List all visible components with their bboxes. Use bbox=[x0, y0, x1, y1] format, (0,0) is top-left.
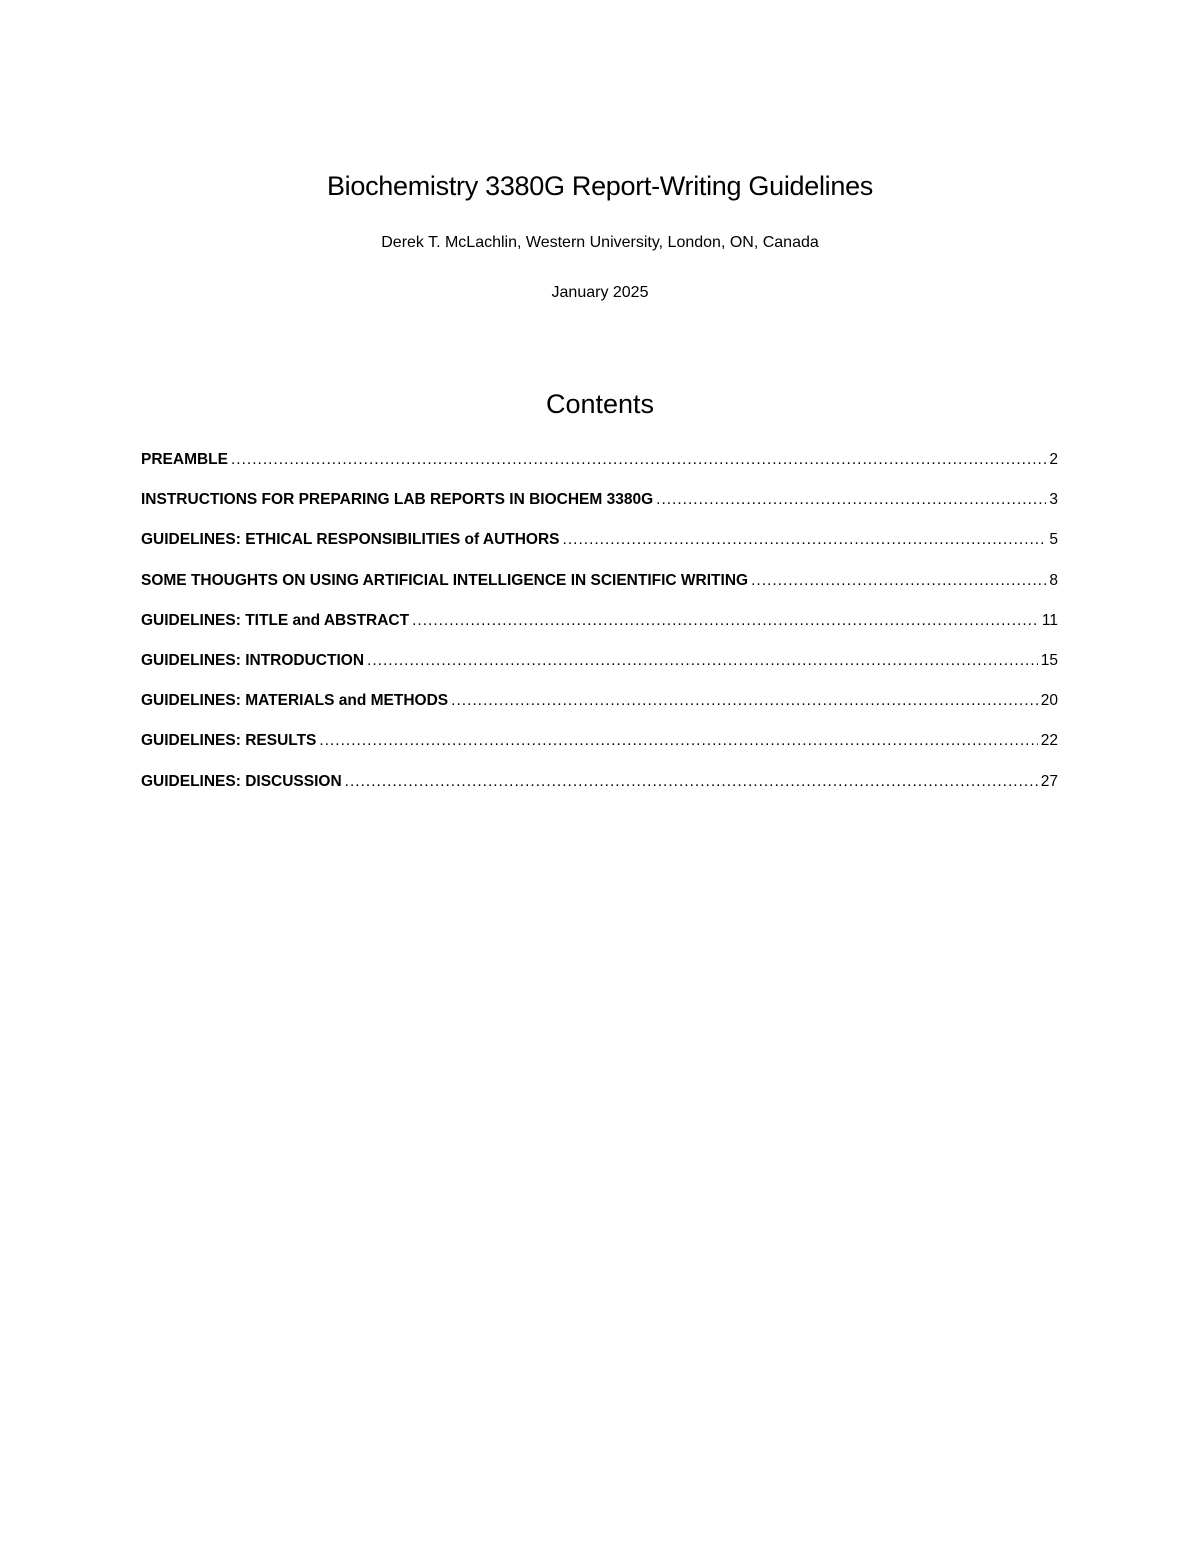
toc-dot-leader bbox=[367, 652, 1038, 670]
toc-dot-leader bbox=[656, 491, 1046, 509]
toc-entry-label: GUIDELINES: DISCUSSION bbox=[141, 772, 342, 790]
toc-entry-page: 15 bbox=[1040, 651, 1058, 669]
document-title: Biochemistry 3380G Report-Writing Guidelines bbox=[326, 171, 874, 201]
toc-entry-label: SOME THOUGHTS ON USING ARTIFICIAL INTELLIGENCE IN SCIENTIFIC WRITING bbox=[141, 571, 749, 589]
toc-entry-instructions[interactable] bbox=[141, 491, 1058, 531]
toc-entry-page: 22 bbox=[1040, 732, 1058, 750]
toc-entry-preamble[interactable] bbox=[141, 451, 1058, 491]
toc-dot-leader bbox=[751, 572, 1046, 590]
toc-entry-label: GUIDELINES: RESULTS bbox=[141, 732, 317, 750]
author-line: Derek T. McLachlin, Western University, London, ON, Canada bbox=[381, 234, 819, 251]
toc-entry-label: GUIDELINES: ETHICAL RESPONSIBILITIES of AUTHORS bbox=[141, 531, 560, 549]
toc-entry-page: 3 bbox=[1049, 491, 1058, 509]
toc-dot-leader bbox=[319, 732, 1037, 750]
toc-entry-artificial-intelligence[interactable] bbox=[141, 572, 1058, 612]
toc-dot-leader bbox=[412, 612, 1039, 630]
toc-entry-page: 11 bbox=[1041, 611, 1058, 629]
toc-entry-results[interactable] bbox=[141, 732, 1058, 772]
toc-entry-introduction[interactable] bbox=[141, 652, 1058, 692]
toc-entry-page: 20 bbox=[1040, 692, 1058, 710]
toc-entry-page: 5 bbox=[1049, 531, 1058, 549]
toc-entry-label: GUIDELINES: TITLE and ABSTRACT bbox=[141, 611, 410, 629]
toc-entry-title-abstract[interactable] bbox=[141, 612, 1058, 652]
toc-dot-leader bbox=[345, 773, 1038, 791]
toc-dot-leader bbox=[563, 531, 1047, 549]
toc-dot-leader bbox=[451, 692, 1038, 710]
document-date: January 2025 bbox=[551, 284, 649, 301]
toc-entry-page: 2 bbox=[1049, 451, 1058, 468]
toc-entry-label: PREAMBLE bbox=[141, 451, 228, 468]
table-of-contents bbox=[141, 451, 1058, 813]
toc-entry-discussion[interactable] bbox=[141, 773, 1058, 813]
toc-heading: Contents bbox=[545, 389, 655, 419]
toc-entry-page: 27 bbox=[1040, 772, 1058, 790]
toc-entry-label: GUIDELINES: INTRODUCTION bbox=[141, 651, 365, 669]
toc-entry-ethical-responsibilities[interactable] bbox=[141, 531, 1058, 571]
toc-dot-leader bbox=[231, 451, 1046, 469]
toc-entry-label: GUIDELINES: MATERIALS and METHODS bbox=[141, 692, 449, 710]
toc-entry-page: 8 bbox=[1049, 571, 1058, 589]
toc-entry-materials-methods[interactable] bbox=[141, 692, 1058, 732]
toc-entry-label: INSTRUCTIONS FOR PREPARING LAB REPORTS IN BIOCHEM 3380G bbox=[141, 491, 654, 509]
